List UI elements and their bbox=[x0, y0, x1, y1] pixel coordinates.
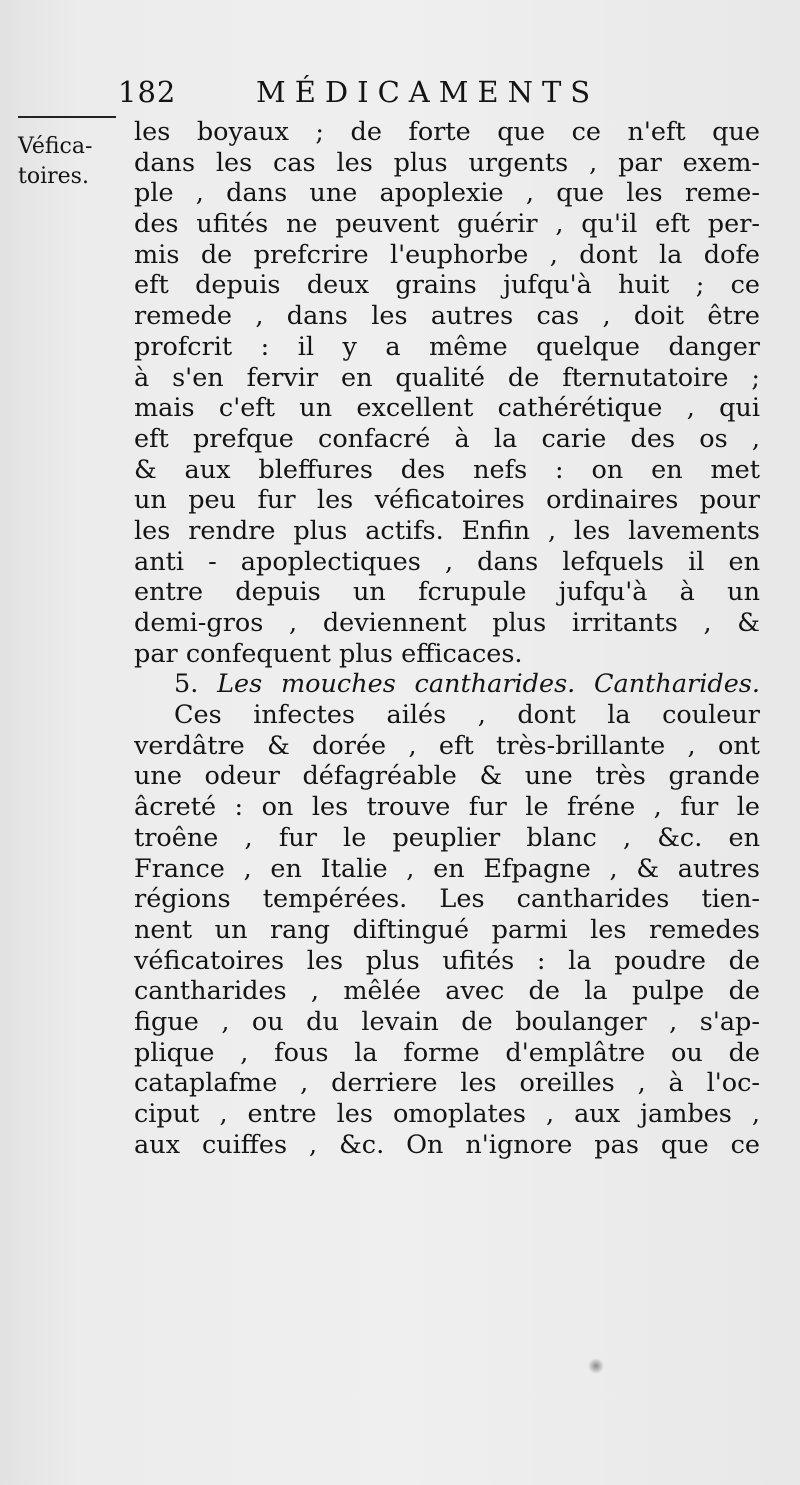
margin-rule bbox=[18, 116, 116, 118]
text-line: eft depuis deux grains jufqu'à huit ; ce bbox=[134, 270, 760, 301]
text-line: ciput , entre les omoplates , aux jambes , bbox=[134, 1099, 760, 1129]
text-line: troêne , fur le peuplier blanc , &c. en bbox=[134, 822, 760, 853]
text-line: nent un rang diftingué parmi les remedes bbox=[134, 914, 760, 945]
ink-smudge bbox=[588, 1358, 604, 1374]
text-line: véficatoires les plus ufités : la poudre de bbox=[134, 945, 760, 976]
text-line: France , en Italie , en Efpagne , & autres bbox=[134, 853, 760, 884]
running-title: MÉDICAMENTS bbox=[256, 75, 600, 109]
text-line: & aux bleffures des nefs : on en met bbox=[134, 454, 760, 485]
text-line: mis de prefcrire l'euphorbe , dont la dofe bbox=[134, 239, 760, 270]
text-line: demi-gros , deviennent plus irritants , & bbox=[134, 608, 760, 638]
text-line: des ufités ne peuvent guérir , qu'il eft per- bbox=[134, 209, 760, 240]
text-line: les boyaux ; de forte que ce n'eft que bbox=[134, 117, 760, 147]
text-line: anti - apoplectiques , dans lefquels il en bbox=[134, 546, 760, 577]
page-number: 182 bbox=[118, 75, 177, 109]
margin-note-line: toires. bbox=[18, 164, 89, 189]
text-line: cataplafme , derriere les oreilles , à l'oc- bbox=[134, 1068, 760, 1099]
text-line: aux cuiffes , &c. On n'ignore pas que ce bbox=[134, 1129, 760, 1160]
body-text bbox=[134, 117, 760, 1160]
text-line: figue , ou du levain de boulanger , s'ap- bbox=[134, 1006, 760, 1037]
text-line: âcreté : on les trouve fur le fréne , fur le bbox=[134, 792, 760, 823]
text-line: régions tempérées. Les cantharides tien- bbox=[134, 884, 760, 915]
text-line: entre depuis un fcrupule jufqu'à à un bbox=[134, 577, 760, 608]
text-line: remede , dans les autres cas , doit être bbox=[134, 301, 760, 332]
text-line: plique , fous la forme d'emplâtre ou de bbox=[134, 1037, 760, 1068]
text-line: eft prefque confacré à la carie des os , bbox=[134, 423, 760, 454]
text-line: verdâtre & dorée , eft très-brillante , ont bbox=[134, 730, 760, 761]
page-header bbox=[118, 70, 678, 114]
section-number: 5. bbox=[174, 669, 199, 700]
text-line: dans les cas les plus urgents , par exem- bbox=[134, 147, 760, 178]
text-line: un peu fur les véficatoires ordinaires pour bbox=[134, 485, 760, 516]
section-heading bbox=[134, 669, 760, 700]
text-line: Ces infectes ailés , dont la couleur bbox=[174, 700, 760, 731]
text-line: par confequent plus efficaces. bbox=[134, 638, 523, 669]
section-title: Les mouches cantharides. Cantharides. bbox=[217, 669, 761, 700]
text-line: à s'en fervir en qualité de fternutatoire ; bbox=[134, 362, 760, 393]
text-line: mais c'eft un excellent cathérétique , qui bbox=[134, 393, 760, 424]
margin-note bbox=[18, 132, 128, 192]
text-line: les rendre plus actifs. Enfin , les lavements bbox=[134, 515, 760, 546]
text-line: une odeur défagréable & une très grande bbox=[134, 761, 760, 792]
text-line: cantharides , mêlée avec de la pulpe de bbox=[134, 976, 760, 1007]
text-line: ple , dans une apoplexie , que les reme- bbox=[134, 178, 760, 209]
text-line: profcrit : il y a même quelque danger bbox=[134, 331, 760, 362]
margin-note-line: Véfica- bbox=[18, 134, 93, 159]
